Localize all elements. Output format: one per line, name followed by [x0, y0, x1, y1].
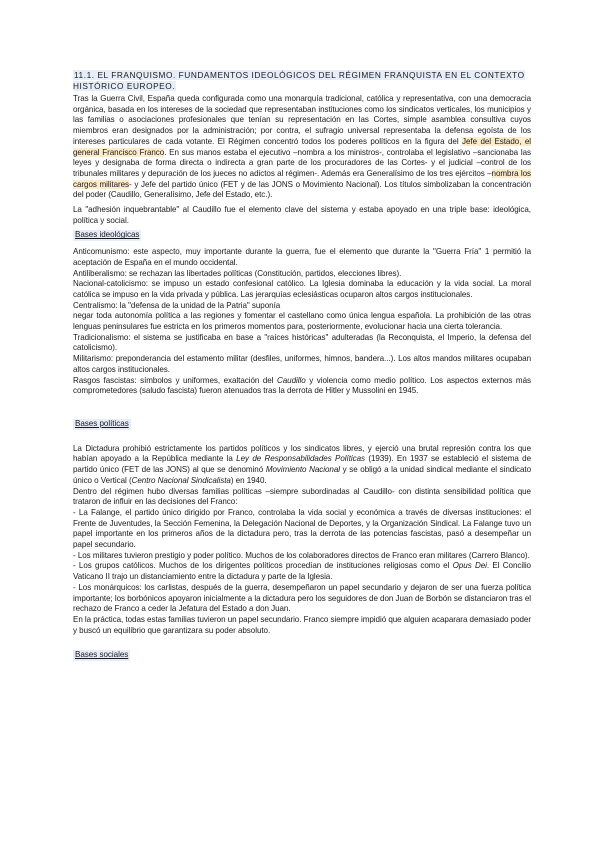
movimiento-nacional: Movimiento Nacional	[265, 465, 341, 475]
ley-responsabilidades: Ley de Responsabilidades Políticas	[236, 454, 366, 464]
politicas-text-d: ) en 1940.	[230, 475, 267, 485]
intro-adhesion-paragraph: La "adhesión inquebrantable" al Caudillo fue el elemento clave del sistema y estaba apoyado en una triple base: ideológica, política y social.	[73, 205, 531, 225]
heading-bases-ideologicas: Bases ideológicas	[75, 230, 140, 240]
politicas-text-a: La Dictadura prohibió estrictamente los partidos políticos y los sindicatos libres, y ejerció una brutal represión contra los que habían apoyado a la República mediante la	[73, 443, 531, 464]
politicas-paragraph-1	[73, 444, 531, 487]
intro-paragraph	[73, 94, 531, 201]
catolicos-text-a: - Los grupos católicos. Muchos de los dirigentes políticos procedían de instituciones religiosas como el	[73, 561, 453, 571]
centro-nacional-sindicalista: Centro Nacional Sindicalista	[131, 475, 231, 485]
heading-bases-politicas: Bases políticas	[75, 418, 129, 428]
politicas-conclusion: En la práctica, todas estas familias tuvieron un papel secundario. Franco siempre impidió que alguien acaparara demasiado poder y buscó un equilibrio que garantizara su poder absoluto.	[73, 614, 531, 635]
ideologia-item: Militarismo: preponderancia del estamento militar (desfiles, uniformes, himnos, bandera...). Los altos mandos militares ocupaban altos cargos institucionales.	[73, 354, 531, 374]
ideologia-item: negar toda autonomía política a las regiones y fomentar el castellano como única lengua española. La prohibición de las otras lenguas peninsulares fue estricta en los primeros momentos para, posteriormente, evolucionar hacia una cierta tolerancia.	[73, 311, 531, 332]
opus-dei: Opus Dei	[452, 561, 487, 571]
ideologia-item: Tradicionalismo: el sistema se justificaba en base a "raíces históricas" adulteradas (la Reconquista, el Imperio, la defensa del catolicismo).	[73, 332, 531, 353]
politicas-militares: - Los militares tuvieron prestigio y poder político. Muchos de los colaboradores directos de Franco eran militares (Carrero Blanco).	[73, 550, 530, 560]
catolicos-text-b: . El Concilio Vaticano II trajo un distanciamiento entre la dictadura y parte de la Iglesia.	[73, 561, 531, 582]
politicas-text-b: (1939). En 1937 se estableció el sistema de partido único (FET de las JONS) al que se denominó	[73, 454, 531, 475]
ideologia-item: Anticomunismo: este aspecto, muy importante durante la guerra, fue el elemento que durante la "Guerra Fría" 1 permitió la aceptación de España en el mundo occidental.	[73, 247, 531, 267]
intro-text-b: . En sus manos estaba el ejecutivo –nombra a los ministros-, controlaba el legislativo –sancionaba las leyes y designaba de forma directa o indirecta a gran parte de los procuradores de las Cortes- y el judicial –control de los tribunales militares y depuración de los jueces no adictos al régimen-. Además era Generalísimo de los tres ejércitos –	[73, 147, 531, 178]
politicas-body	[73, 444, 531, 637]
fascist-text-a: Rasgos fascistas: símbolos y uniformes, exaltación del	[73, 375, 277, 385]
document-title-wrap	[73, 70, 531, 92]
intro-text-a: Tras la Guerra Civil, España queda configurada como una monarquía tradicional, católica y representativa, con una democracia orgánica, basada en los intereses de la sociedad que representaban instituciones como los sindicatos verticales, los municipios y las familias o asociaciones profesionales que tenían su representación en las Cortes, simple asamblea consultiva cuyos miembros eran designados por la administración; por contra, el sufragio universal representaba la defensa egoísta de los intereses particulares de cada votante. El Régimen concentró todos los poderes políticos en la figura del	[73, 94, 531, 146]
highlight-cargos-militares: nombra los cargos militares	[73, 168, 532, 189]
intro-text-c: - y Jefe del partido único (FET y de las JONS o Movimiento Nacional). Los títulos simbolizaban la concentración del poder (Caudillo, Generalísimo, Jefe del Estado, etc.).	[73, 179, 531, 200]
fascist-caudillo: Caudillo	[277, 375, 306, 385]
highlight-jefe-estado: Jefe del Estado, el general Francisco Franco	[73, 136, 531, 157]
politicas-falange: - La Falange, el partido único dirigido por Franco, controlaba la vida social y económica a través de diversas instituciones: el Frente de Juventudes, la Sección Femenina, la Delegación Nacional de Deportes, y la Organización Sindical. La Falange tuvo un papel importante en los primeros años de la dictadura pero, tras la derrota de las potencias fascistas, pasó a desempeñar un papel secundario.	[73, 507, 531, 550]
politicas-paragraph-2: Dentro del régimen hubo diversas familias políticas –siempre subordinadas al Caudillo- con distinta sensibilidad política que trataron de influir en las decisiones del Franco:	[73, 486, 531, 507]
document-title: 11.1. EL FRANQUISMO. FUNDAMENTOS IDEOLÓGICOS DEL RÉGIMEN FRANQUISTA EN EL CONTEXTO HISTÓRICO EUROPEO.	[73, 70, 525, 91]
ideologia-item: Antiliberalismo: se rechazan las libertades políticas (Constitución, partidos, elecciones libres).	[73, 268, 402, 278]
politicas-monarquicos: - Los monárquicos: los carlistas, después de la guerra, desempeñaron un papel secundario y dejaron de ser una fuerza política importante; los borbónicos apoyaron inicialmente a la dictadura pero los seguidores de don Juan de Borbón se distanciaron tras el rechazo de Franco a ceder la Jefatura del Estado a don Juan.	[73, 582, 531, 614]
ideologicas-list	[73, 247, 531, 397]
fascist-text-b: y violencia como medio político. Los aspectos externos más comprometedores (saludo fascista) fueron atenuados tras la derrota de Hitler y Mussolini en 1945.	[73, 375, 531, 396]
ideologia-item: Nacional-catolicismo: se impuso un estado confesional católico. La Iglesia dominaba la educación y la vida social. La moral católica se impuso en la vida privada y pública. Las jerarquías eclesiásticas ocuparon altos cargos institucionales.	[73, 279, 531, 299]
politicas-text-c: y se obligó a la unidad sindical mediante el sindicato único o Vertical (	[73, 465, 531, 485]
ideologia-item: Centralismo: la "defensa de la unidad de la Patria" suponía	[73, 300, 281, 310]
heading-bases-sociales: Bases sociales	[75, 650, 129, 660]
ideologia-item-fascistas	[73, 376, 531, 397]
document-page	[73, 70, 531, 661]
politicas-catolicos	[73, 561, 531, 582]
